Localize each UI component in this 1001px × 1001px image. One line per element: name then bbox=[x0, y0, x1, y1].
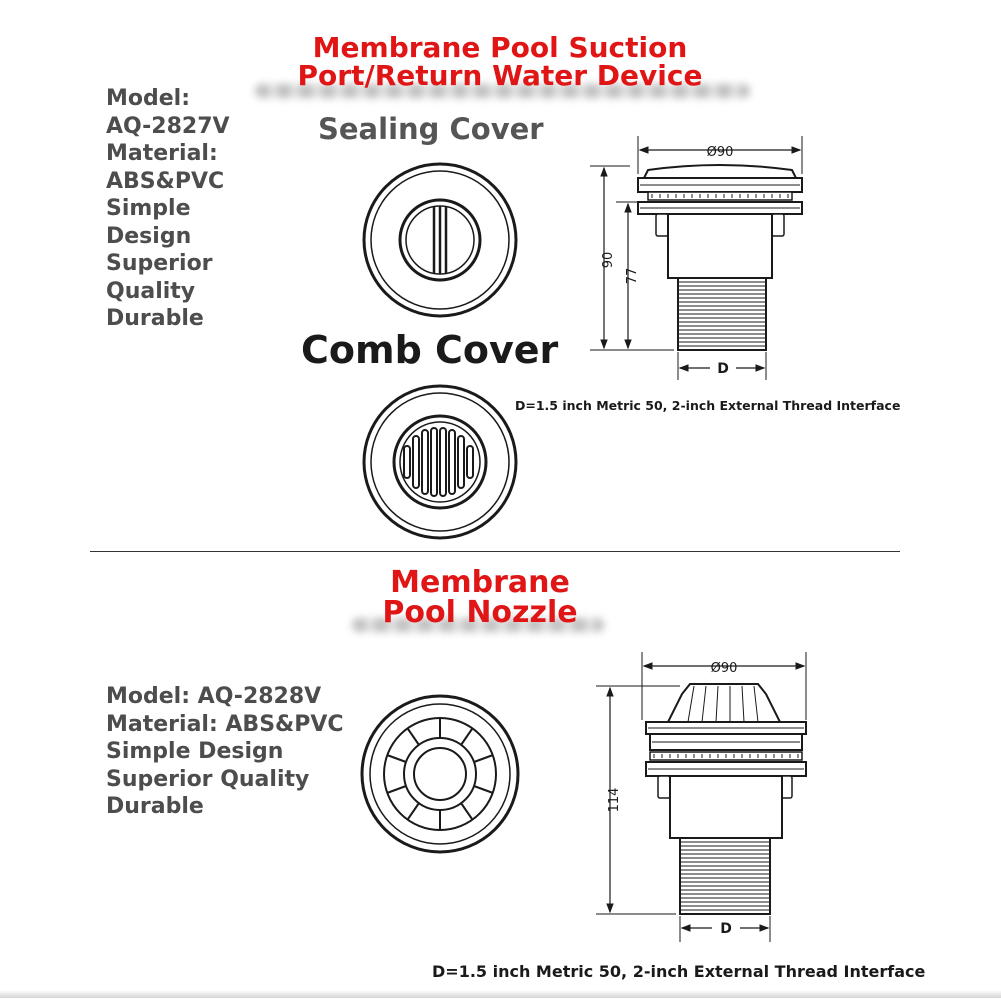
section1-title-line1: Membrane Pool Suction bbox=[312, 31, 688, 64]
spec-line: Design bbox=[106, 223, 192, 249]
suction-port-side-view bbox=[590, 130, 820, 390]
section1-thread-note: D=1.5 inch Metric 50, 2-inch External Thread Interface bbox=[515, 398, 901, 413]
sealing-cover-label: Sealing Cover bbox=[318, 112, 544, 146]
section2-title-line2: Pool Nozzle bbox=[382, 595, 578, 630]
nozzle-top-view bbox=[358, 692, 522, 856]
spec-line: Material: ABS&PVC bbox=[106, 711, 344, 737]
spec-line: Model: AQ-2828V bbox=[106, 684, 322, 709]
section1-title-line2: Port/Return Water Device bbox=[297, 59, 703, 92]
dim-diameter-label: Ø90 bbox=[706, 145, 734, 160]
comb-cover-drawing bbox=[360, 382, 520, 542]
spec-line: Durable bbox=[106, 306, 204, 331]
sealing-cover-drawing bbox=[360, 160, 520, 320]
spec-line: Simple Design bbox=[106, 739, 284, 764]
spec-line: AQ-2827V bbox=[106, 113, 230, 139]
spec-line: Model: bbox=[106, 86, 191, 111]
section2-thread-note: D=1.5 inch Metric 50, 2-inch External Thread Interface bbox=[432, 962, 926, 981]
spec-line: Material: bbox=[106, 141, 218, 166]
spec-line: ABS&PVC bbox=[106, 168, 225, 194]
comb-cover-label: Comb Cover bbox=[301, 328, 559, 372]
dim-thread-label: D bbox=[720, 921, 732, 937]
dim-height-label: 114 bbox=[607, 787, 622, 813]
bottom-edge-shadow bbox=[0, 990, 1001, 998]
spec-line: Superior bbox=[106, 251, 213, 276]
spec-line: Simple bbox=[106, 196, 191, 221]
section1-specs bbox=[106, 85, 230, 333]
dim-diameter-label: Ø90 bbox=[710, 661, 738, 676]
dim-total-height-label: 90 bbox=[601, 251, 616, 269]
section2-specs bbox=[106, 683, 344, 821]
spec-line: Quality bbox=[106, 278, 196, 304]
section-divider bbox=[90, 551, 900, 552]
dim-thread-label: D bbox=[717, 361, 729, 377]
dim-body-height-label: 77 bbox=[625, 267, 640, 285]
section2-title-line1: Membrane bbox=[390, 565, 570, 600]
spec-line: Superior Quality bbox=[106, 766, 310, 792]
nozzle-side-view bbox=[590, 650, 820, 950]
spec-line: Durable bbox=[106, 794, 204, 819]
section2-title bbox=[340, 565, 620, 630]
section1-title bbox=[240, 31, 760, 92]
